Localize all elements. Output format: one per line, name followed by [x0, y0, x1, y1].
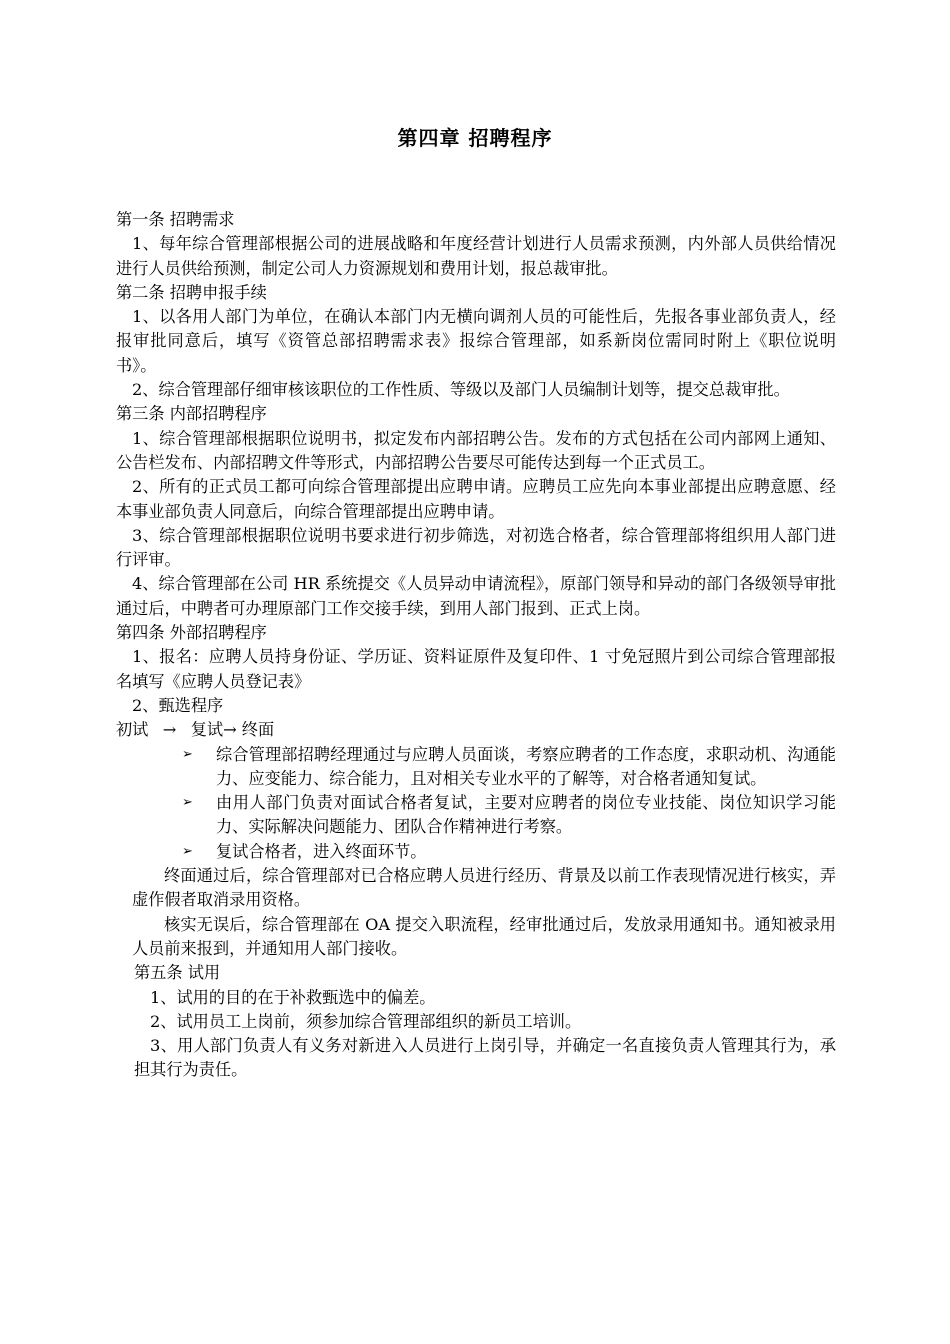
paragraph: 1、每年综合管理部根据公司的进展战略和年度经营计划进行人员需求预测，内外部人员供给情况进行人员供给预测，制定公司人力资源规划和费用计划，报总裁审批。 — [116, 234, 836, 278]
section-five — [116, 961, 836, 1082]
flow-step: 初试 — [116, 720, 149, 740]
section-heading: 第二条 招聘申报手续 — [116, 282, 267, 302]
paragraph: 1、以各用人部门为单位，在确认本部门内无横向调剂人员的可能性后，先报各事业部负责人，经报审批同意后，填写《资管总部招聘需求表》报综合管理部，如系新岗位需同时附上《职位说明书》。 — [116, 307, 836, 375]
paragraph: 3、用人部门负责人有义务对新进入人员进行上岗引导，并确定一名直接负责人管理其行为，承担其行为责任。 — [134, 1036, 836, 1080]
chapter-title: 第四章 招聘程序 — [397, 126, 553, 150]
section-heading: 第三条 内部招聘程序 — [116, 404, 267, 424]
paragraph: 2、综合管理部仔细审核该职位的工作性质、等级以及部门人员编制计划等，提交总裁审批。 — [132, 380, 790, 400]
list-item — [180, 743, 836, 792]
section-heading: 第一条 招聘需求 — [116, 210, 235, 229]
paragraph: 1、试用的目的在于补救甄选中的偏差。 — [150, 987, 436, 1007]
list-item-text: 复试合格者，进入终面环节。 — [216, 841, 427, 861]
selection-flow — [116, 718, 836, 742]
section-heading: 第五条 试用 — [134, 963, 221, 983]
indented-block — [116, 864, 836, 961]
flow-step: 终面 — [241, 720, 275, 740]
list-item — [180, 840, 836, 864]
paragraph: 2、试用员工上岗前，须参加综合管理部组织的新员工培训。 — [150, 1011, 582, 1031]
bullet-list — [116, 743, 836, 864]
arrow-bullet-icon: ➢ — [182, 843, 193, 859]
arrow-right-icon: → — [223, 720, 237, 740]
paragraph: 3、综合管理部根据职位说明书要求进行初步筛选，对初选合格者，综合管理部将组织用人部门进行评审。 — [116, 525, 836, 570]
paragraph: 终面通过后，综合管理部对已合格应聘人员进行经历、背景及以前工作表现情况进行核实，弄虚作假者取消录用资格。 — [132, 866, 836, 910]
paragraph: 2、甄选程序 — [132, 695, 224, 715]
paragraph: 2、所有的正式员工都可向综合管理部提出应聘申请。应聘员工应先向本事业部提出应聘意愿、经本事业部负责人同意后，向综合管理部提出应聘申请。 — [116, 477, 836, 521]
arrow-right-icon: → — [162, 720, 177, 740]
document-body — [116, 208, 836, 1083]
paragraph: 核实无误后，综合管理部在 OA 提交入职流程，经审批通过后，发放录用通知书。通知被录用人员前来报到，并通知用人部门接收。 — [132, 914, 836, 958]
flow-step: 复试 — [190, 720, 224, 740]
paragraph: 4、综合管理部在公司 HR 系统提交《人员异动申请流程》，原部门领导和异动的部门各级领导审批通过后，中聘者可办理原部门工作交接手续，到用人部门报到、正式上岗。 — [116, 574, 836, 618]
list-item-text: 综合管理部招聘经理通过与应聘人员面谈，考察应聘者的工作态度，求职动机、沟通能力、应变能力、综合能力，且对相关专业水平的了解等，对合格者通知复试。 — [216, 744, 836, 788]
paragraph: 1、报名：应聘人员持身份证、学历证、资料证原件及复印件、1 寸免冠照片到公司综合管理部报名填写《应聘人员登记表》 — [116, 647, 836, 691]
section-heading: 第四条 外部招聘程序 — [116, 623, 267, 643]
paragraph: 1、综合管理部根据职位说明书，拟定发布内部招聘公告。发布的方式包括在公司内部网上通知、公告栏发布、内部招聘文件等形式，内部招聘公告要尽可能传达到每一个正式员工。 — [116, 428, 836, 472]
arrow-bullet-icon: ➢ — [182, 746, 193, 762]
list-item-text: 由用人部门负责对面试合格者复试，主要对应聘者的岗位专业技能、岗位知识学习能力、实际解决问题能力、团队合作精神进行考察。 — [216, 793, 836, 837]
list-item — [180, 791, 836, 840]
arrow-bullet-icon: ➢ — [182, 795, 193, 811]
